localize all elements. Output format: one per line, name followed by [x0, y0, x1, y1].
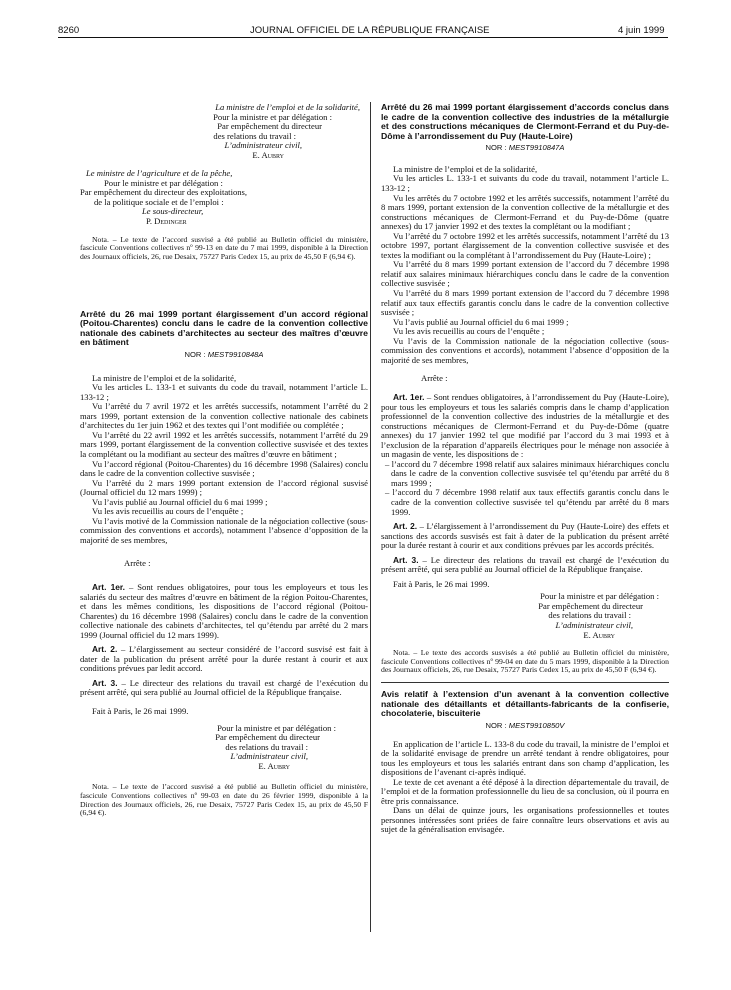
paragraph: Vu les articles L. 133-1 et suivants du code du travail, notamment l’article L. 133-12 ;	[80, 382, 368, 402]
sig-line: Pour la ministre et par délégation :	[213, 111, 332, 122]
nor-reference: NOR : MEST9910850V	[485, 720, 565, 730]
signature-block-agriculture	[80, 169, 368, 226]
paragraph: Vu l’arrêté du 8 mars 1999 portant extension de l’accord du 7 décembre 1998 relatif aux salaires minimaux hiérarchiques conclu dans le cadre de la convention collective susvisée ;	[381, 259, 669, 289]
signature-block	[80, 724, 368, 772]
list-item: – l’accord du 7 décembre 1998 relatif aux taux effectifs garantis conclu dans le cadre de la convention collective susvisée tel qu’étendu par arrêté du 8 mars 1999.	[385, 487, 669, 517]
issue-date: 4 juin 1999	[618, 25, 665, 36]
sig-line: La ministre de l’emploi et de la solidarité,	[215, 102, 360, 112]
paragraph: Vu les avis recueillis au cours de l’enquête ;	[92, 506, 244, 517]
sig-line: L’administrateur civil,	[230, 751, 308, 762]
sig-line: de la politique sociale et de l’emploi :	[94, 196, 224, 207]
sig-line: Par empêchement du directeur	[217, 121, 322, 132]
done-at: Fait à Paris, le 26 mai 1999.	[393, 578, 490, 589]
paragraph: En application de l’article L. 133-8 du code du travail, la ministre de l’emploi et de la solidarité envisage de prendre un arrêté tendant à rendre obligatoires, pour tous les employeurs et tous les salariés entrant dans son champ d’application, les dispositions de l’avenant ci-après indiqué.	[381, 738, 669, 778]
done-at: Fait à Paris, le 26 mai 1999.	[92, 706, 189, 716]
article-1: Art. 1er. – Sont rendues obligatoires, pour tous les employeurs et tous les salariés du secteur des maîtres d’œuvre en bâtiment de la région Poitou-Charentes, et dans les mêmes conditions, les dispositions de l’accord régional (Poitou-Charentes) du 16 décembre 1998 (Salaires) conclu dans le cadre de la convention collective nationale des cabinets d’architectes, tel qu’étendu par arrêté du 2 mars 1999 (Journal officiel du 12 mars 1999).	[80, 581, 368, 640]
sig-line: Pour le ministre et par délégation :	[104, 177, 223, 188]
sig-line: Pour la ministre et par délégation :	[217, 722, 336, 733]
sig-name: E. Aubry	[583, 629, 615, 640]
list-item: – l’accord du 7 décembre 1998 relatif aux salaires minimaux hiérarchiques conclu dans le cadre de la convention collective susvisée tel qu’étendu par arrêté du 8 mars 1999 ;	[385, 458, 669, 488]
left-column	[80, 103, 368, 818]
signature-block-employment	[80, 103, 368, 160]
sig-line: L’administrateur civil,	[555, 619, 633, 630]
decree-title: Arrêté du 26 mai 1999 portant élargissement d’accords conclus dans le cadre de la convention collective des industries de la métallurgie et des constructions mécaniques de Clermont-Ferrand et du Puy-de-Dôme à l’arrondissement du Puy (Haute-Loire)	[381, 102, 669, 141]
journal-title: JOURNAL OFFICIEL DE LA RÉPUBLIQUE FRANÇAISE	[250, 25, 490, 36]
arrete-heading: Arrête :	[124, 558, 151, 569]
nor-reference: NOR : MEST9910848A	[184, 350, 264, 360]
sig-line: L’administrateur civil,	[224, 140, 302, 151]
sig-line: Le sous-directeur,	[142, 206, 204, 217]
article-2: Art. 2. – L’élargissement à l’arrondissement du Puy (Haute-Loire) des effets et sanctions des accords susvisés est fait à dater de la publication du présent arrêté pour la durée restant à courir et aux conditions prévues par les accords précités.	[381, 521, 669, 551]
page-header	[0, 0, 731, 36]
column-divider	[370, 102, 371, 932]
nota: Nota. – Le texte de l’accord susvisé a été publié au Bulletin officiel du ministère, fascicule Conventions collectives nº 99-13 en date du 7 mai 1999, disponible à la Direction des Journaux officiels, 26, rue Desaix, 75727 Paris Cedex 15, au prix de 45,50 F (6,94 €).	[80, 234, 368, 261]
sig-line: Par empêchement du directeur	[215, 732, 320, 743]
article-3: Art. 3. – Le directeur des relations du travail est chargé de l’exécution du présent arrêté, qui sera publié au Journal officiel de la République française.	[80, 677, 368, 698]
sig-line: des relations du travail :	[548, 610, 631, 621]
nota: Nota. – Le texte des accords susvisés a été publié au Bulletin officiel du ministère, fascicule Conventions collectives nº 99-04 en date du 5 mars 1999, disponible à la Direction des Journaux officiels, 26, rue Desaix, 75727 Paris Cedex 15, au prix de 45,50 F (6,94 €).	[381, 648, 669, 675]
article-1: Art. 1er. – Sont rendues obligatoires, à l’arrondissement du Puy (Haute-Loire), pour tous les employeurs et tous les salariés compris dans le champ d’application professionnel de la convention collective des industries de la métallurgie et des constructions mécaniques de Clermont-Ferrand et du Puy-de-Dôme (quatre annexes) du 17 janvier 1992 tel que modifié par l’accord du 3 mai 1993 et à l’exclusion de la réparation d’appareils électriques pour le ménage non associée à un magasin de vente, les dispositions de :	[381, 391, 669, 460]
paragraph: Le texte de cet avenant a été déposé à la direction départementale du travail, de l’emploi et de la formation professionnelle du lieu de sa conclusion, où il pourra en être pris connaissance.	[381, 776, 669, 806]
nor-reference: NOR : MEST9910847A	[485, 143, 565, 153]
paragraph: Vu l’arrêté du 7 octobre 1992 et les arrêtés successifs, notamment l’arrêté du 13 octobre 1997, portant élargissement de la convention collective susvisée et des textes la modifiant ou la complétant à l’arrondissement du Puy (Haute-Loire) ;	[381, 230, 669, 260]
right-column	[381, 103, 669, 835]
notice-title: Avis relatif à l’extension d’un avenant à la convention collective nationale des détaillants et détaillants-fabricants de la confiserie, chocolaterie, biscuiterie	[381, 689, 669, 719]
paragraph: La ministre de l’emploi et de la solidarité,	[393, 163, 538, 174]
paragraph: Vu les arrêtés du 7 octobre 1992 et les arrêtés successifs, notamment l’arrêté du 8 mars 1999, portant extension de la convention collective de la métallurgie et des constructions mécaniques de Clermont-Ferrand et du Puy-de-Dôme (quatre annexes) du 17 janvier 1992 et des textes la complétant ou la modifiant ;	[381, 192, 669, 232]
sig-name: P. Dedinger	[146, 216, 187, 227]
page-number: 8260	[58, 25, 80, 36]
paragraph: Vu l’avis de la Commission nationale de la négociation collective (sous-commission des conventions et accords), notamment l’absence d’opposition de la majorité de ses membres,	[381, 335, 669, 365]
sig-line: Pour la ministre et par délégation :	[540, 591, 659, 602]
header-rule	[58, 37, 668, 38]
paragraph: Vu l’accord régional (Poitou-Charentes) du 16 décembre 1998 (Salaires) conclu dans le cadre de la convention collective susvisée ;	[80, 458, 368, 479]
sig-line: des relations du travail :	[213, 130, 296, 141]
paragraph: Vu les articles L. 133-1 et suivants du code du travail, notamment l’article L. 133-12 ;	[381, 173, 669, 194]
paragraph: Vu l’avis publié au Journal officiel du 6 mai 1999 ;	[393, 316, 569, 327]
paragraph: Vu les avis recueillis au cours de l’enquête ;	[393, 326, 545, 337]
sig-line: Par empêchement du directeur des exploitations,	[80, 187, 248, 198]
nota: Nota. – Le texte de l’accord susvisé a été publié au Bulletin officiel du ministère, fascicule Conventions collectives nº 99-03 en date du 26 février 1999, disponible à la Direction des Journaux officiels, 26, rue Desaix, 75727 Paris Cedex 15, au prix de 45,50 F (6,94 €).	[80, 782, 368, 818]
paragraph: Vu l’avis motivé de la Commission nationale de la négociation collective (sous-commission des conventions et accords), notamment l’absence d’opposition de la majorité de ses membres,	[80, 515, 368, 545]
paragraph: Vu l’arrêté du 22 avril 1992 et les arrêtés successifs, notamment l’arrêté du 29 mars 1999, portant élargissement de la convention collective susvisée et des textes la complétant ou la modifiant au secteur des maîtres d’œuvre en bâtiment ;	[80, 429, 368, 459]
paragraph: Vu l’avis publié au Journal officiel du 6 mai 1999 ;	[92, 496, 268, 507]
arrete-heading: Arrête :	[421, 373, 448, 384]
sig-line: Par empêchement du directeur	[538, 600, 643, 611]
article-3: Art. 3. – Le directeur des relations du travail est chargé de l’exécution du présent arrêté, qui sera publié au Journal officiel de la République française.	[381, 554, 669, 575]
sig-line: des relations du travail :	[225, 741, 308, 752]
paragraph: La ministre de l’emploi et de la solidarité,	[92, 372, 237, 383]
section-rule	[381, 682, 669, 683]
paragraph: Vu l’arrêté du 7 avril 1972 et les arrêtés successifs, notamment l’arrêté du 2 mars 1999, portant extension de la convention collective nationale des cabinets d’architectes du 1er juin 1962 et des textes qui l’ont modifiée ou complétée ;	[80, 401, 368, 431]
signature-block	[381, 592, 669, 640]
paragraph: Vu l’arrêté du 2 mars 1999 portant extension de l’accord régional susvisé (Journal officiel du 12 mars 1999) ;	[80, 477, 368, 498]
article-2: Art. 2. – L’élargissement au secteur considéré de l’accord susvisé est fait à dater de la publication du présent arrêté pour la durée restant à courir et aux conditions prévues par ledit accord.	[80, 644, 368, 674]
sig-name: E. Aubry	[258, 760, 290, 771]
paragraph: Dans un délai de quinze jours, les organisations professionnelles et toutes personnes intéressées sont priées de faire connaître leurs observations et avis au sujet de la généralisation envisagée.	[381, 805, 669, 835]
sig-name: E. Aubry	[252, 149, 284, 160]
paragraph: Vu l’arrêté du 8 mars 1999 portant extension de l’accord du 7 décembre 1998 relatif aux taux effectifs garantis conclu dans le cadre de la convention collective susvisée ;	[381, 288, 669, 318]
decree-title: Arrêté du 26 mai 1999 portant élargissement d’un accord régional (Poitou-Charentes) conclu dans le cadre de la convention collective nationale des cabinets d’architectes au secteur des maîtres d’œuvre en bâtiment	[80, 308, 368, 348]
sig-line: Le ministre de l’agriculture et de la pêche,	[86, 168, 233, 179]
